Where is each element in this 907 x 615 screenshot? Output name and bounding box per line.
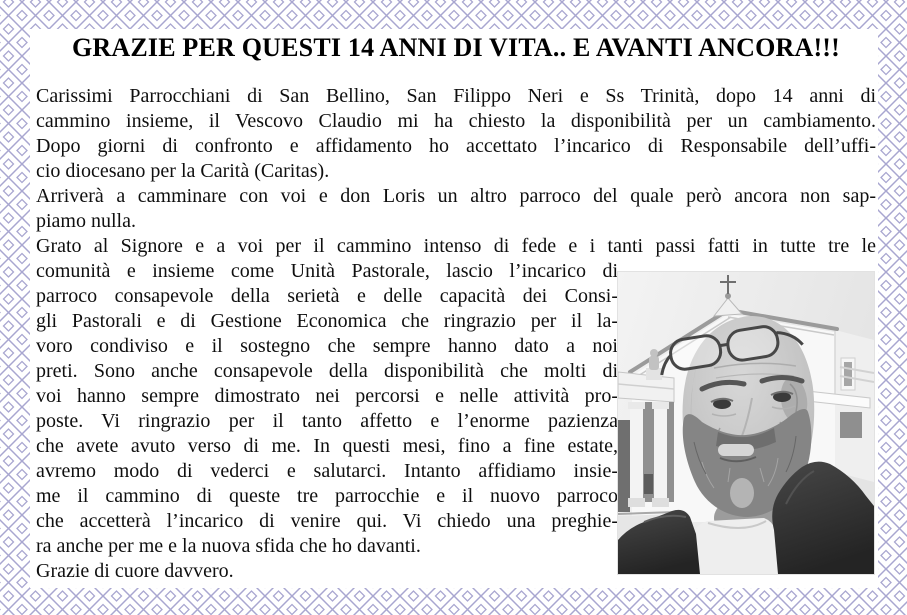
- text-line: che accetterà l’incarico di venire qui. Vi chiedo una preghie-: [36, 510, 618, 532]
- text-line: comunità e insieme come Unità Pastorale, lascio l’incarico di: [36, 260, 618, 282]
- text-line: Arriverà a camminare con voi e don Loris un altro parroco del quale però ancora non sap-: [36, 185, 876, 207]
- text-line: Grato al Signore e a voi per il cammino intenso di fede e i tanti passi fatti in tutte tre le: [36, 235, 876, 257]
- text-line: me il cammino di queste tre parrocchie e il nuovo parroco: [36, 485, 618, 507]
- statue: [649, 349, 659, 370]
- text-line: Carissimi Parrocchiani di San Bellino, San Filippo Neri e Ss Trinità, dopo 14 anni di: [36, 85, 876, 107]
- text-line: avremo modo di vederci e salutarci. Intanto affidiamo insie-: [36, 460, 618, 482]
- text-line: poste. Vi ringrazio per il tanto affetto e l’enorme pazienza: [36, 410, 618, 432]
- text-line: Grazie di cuore davvero.: [36, 560, 234, 582]
- text-line: voi hanno sempre dimostrato nei percorsi e nelle attività pro-: [36, 385, 618, 407]
- smile-teeth: [718, 444, 754, 456]
- text-line: voro condiviso e il sostegno che sempre hanno dato a noi: [36, 335, 618, 357]
- tshirt: [692, 518, 778, 574]
- text-line: che avete avuto verso di me. In questi mesi, fino a fine estate,: [36, 435, 618, 457]
- letter-title: GRAZIE PER QUESTI 14 ANNI DI VITA.. E AVANTI ANCORA!!!: [71, 33, 841, 62]
- portrait-photo: [618, 272, 874, 574]
- text-line: ra anche per me e la nuova sfida che ho davanti.: [36, 535, 421, 557]
- text-line: gli Pastorali e di Gestione Economica che ringrazio per il la-: [36, 310, 618, 332]
- text-line: cio diocesano per la Carità (Caritas).: [36, 160, 330, 182]
- church-shutter: [840, 412, 862, 438]
- text-line: Dopo giorni di confronto e affidamento ho accettato l’incarico di Responsabile dell’uffi-: [36, 135, 876, 157]
- text-line: cammino insieme, il Vescovo Claudio mi ha chiesto la disponibilità per un cambiamento.: [36, 110, 876, 132]
- text-line: preti. Sono anche consapevole della disponibilità che molti di: [36, 360, 618, 382]
- text-line: piamo nulla.: [36, 210, 136, 232]
- text-line: parroco consapevole della serietà e delle capacità dei Consi-: [36, 285, 618, 307]
